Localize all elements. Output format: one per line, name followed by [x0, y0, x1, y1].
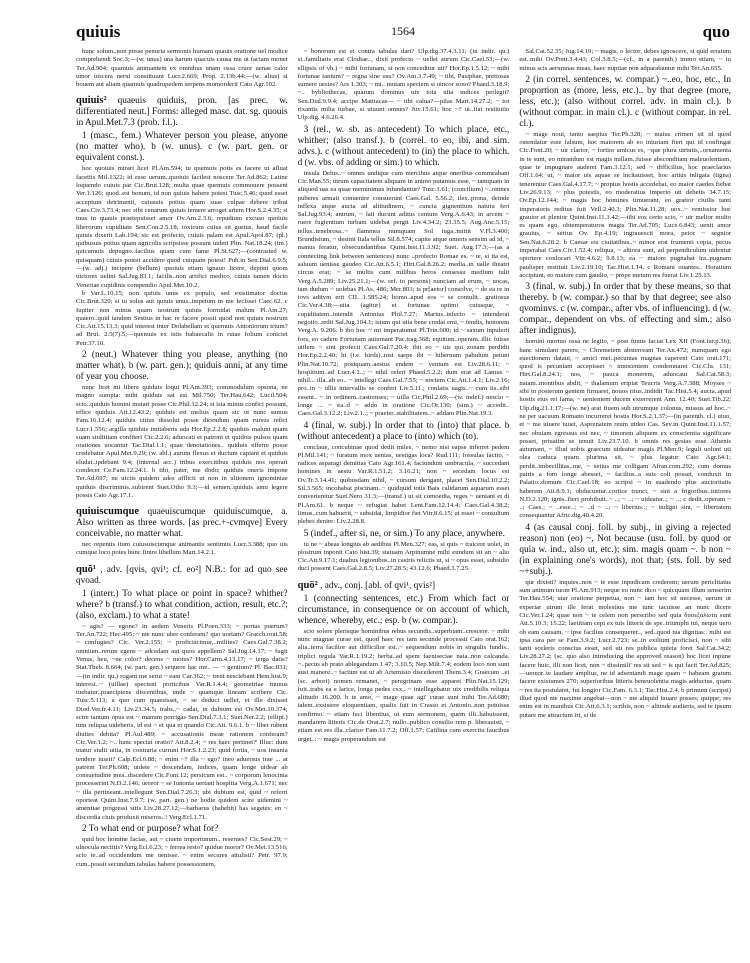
citation-block: tu ne ~ abeas longius ab aedibus Pl.Men.327; eas, si quis ~ traicere uolet, in plostrum inponit Cato hist.39; statuam Arpinumne mihi eundum sit an ~ alio Cic.Att.9.17.1; duabus legionibus..in castris relictis ut, si ~ opus esset, subsidio duci possent Caes.Gal.2.8.5; Liv.27.28.5; 43.12.6; Phaed.3.7.25.	[297, 540, 510, 573]
guide-word-left: quiuis	[76, 22, 121, 41]
dictionary-entry	[76, 506, 288, 540]
citation-block: Sal.Cat.52.35; Jug.14.19; ~ magis, o lector, debes ignoscere, si quid erratum est..mihi Ov.Pont.3.4.43; Col.3.8.5;—(cf., in a parenth.) immo etiam, ~ tu minus scis aerumnas meas, haec nuptiae non adparabantur mihi Ter.An.655.	[519, 48, 732, 72]
entry-spacer	[76, 500, 288, 504]
guide-word-right: quo	[702, 22, 730, 41]
sense-definition: 4 (as causal conj. foll. by subj., in giving a rejected reason) non (eo) ~, Not because (usu. foll. by quod or quia w. ind., also ut, etc.); sim. magis quam ~. b non ~ (in explaining one's words), not that; (sts. foll. by sed ~+subj.).	[519, 522, 732, 577]
entry-headword: quiuis²	[76, 95, 107, 107]
citation-block: ~ agis? — egone? in aedem Veneris Pl.Poen.333; ~ portas puerum? Ter.An.722; Hec.495; ~ me nunc uber conferam? quo uortam? Gracch.orat.58; ~ confugies? Cic. Ver.2.155; ~ proficiscimur,..milites? Caes.Gal.7.38.2; omnium..rerum egens ~ adcedam aut quos appellem? Sal.Jug.14.17; ~ fugit Venus, heu, ~ne color? decens ~ motus? Hor.Carm.4.13.17; ~ terga datis? Stat.Theb. 8.664; (w. part. gen.) sequere hac me.. — ~ gentium? Pl. Bac.831;—(in indir. qu.) rogant me serui ~ eam Car.362; ~ irent nesciebant Hem.hist.9; interest..~ (uillae) spectent porticibus Var.R.1.4.4; geometriae munus tuebatur..praecipiens discentibus, unde ~ quamque lineam scribere Cic. Tusc.5.113; a quo cum quaesisset, ~ se deduci uellet, et ille dixisset Diod.Ver.fr.4.11; Liv.23.34.5; trabs..~ cadat, in dubium est Ov.Met.10.374; scire tantum opus est ~ manum porrigas Sen.Dial.7.3.1; Suet.Ner.2.2; (ellipt.) tum reliqua uideberis, id est ~ et qua et quando Cic.Att. 9.6.1. b ~ libet rubent diuites debita? Pl.Aul.489; ~ accusationis meae rationem conferam? Cic.Ver.1.2; ~.. hanc spectat oratio? Att.8.2.4; ~ res haec pertinet?' Illuc: dum utatur stulti uitia, in contraria currunt Hor.S.1.2.23; quid fortia, ~ uos insania tendere iussit? Calp.Ecl.6.88; ~ enim ~? illa ~ ego? ineo aduersus irae ... at patrem Ter.Ph.608; uidete ~ descendam, iudices, quam longe uidear ab consuetudine mea..discedere Cic.Font.12; persicum est.. ~ corporum lenocinia processerint N.D.2.146; uereor ~ se Iunonia uertant hospitia Verg.A.1.671; nec ~ illa pertineant..intellegunt Sen.Dial.7.26.3; ubi dubium est, quid ~ referri oporteat Quint.Inst.7.9.7; (w. part. gen.) ne hodie quidem scire uidemini ~ amentiae progressi sitis Liv.28.27.12;—barbarus (habebit) has segetes: en ~ discordia ciuis produxit miseros..! Verg.Ecl.1.71.	[76, 622, 288, 821]
entry-definition: , adv. [qvis, qvi¹; cf. eo²] N.B.: for ad quo see qvoad.	[76, 564, 288, 586]
citation-block: nunc licet mi libere quiduis loqui Pl.Am.393; commodulum opsona, ne magno sumpta: mihi quiduis sat est Mil.750; Ter.Hau.642; Lucil.504; scio..quiduis homini mutari posse Cic.Phil.12.24; si ista minus confici possunt, effice quiduis Att.12.43.2; quiduis est melius quam sic ut nunc sumus Fam.16.12.4; quiduis citius dissolui posse dicendum quam rursus refici Lucr.1.556; argilla quiduis imitaberis uda Hor.Ep.2.2.8; quiduis malunt quam suam stultitiam confiteri Cic.2.2.6; aduocati et patroni et quidois pulsos quam orationes uocantur Tac.Dial.1.1; quae denotationes.. quiduis efferre posse credebatur Apul.Met.9.29; (w. abl.) aurum flexus et ductum capiant et quiduis eludat..ipdebant 9.4; (internal acc.) tribus exercitibus quiduis nos operari condecet Ce.Fam.12.24.1. b tibi, pater, me dodo; quiduis oneris impone Ter.Ad.697; ne uictis quidem ades afflicti ut non in ultionem ignominiae quiduis discriminis..subirent Suet.Otho 9.3;—id semen..quiduis anni legere possis Cato Agr.17.1.	[76, 384, 288, 499]
citation-block: hunc solum..non posse penuria sermonis humani quauis oratione uel modice comprehendi Soc.3;—(w. unus) una harum quacuis causa me ut faciam monet Ter.Ad.904; quamuis animantem ex omnibus unam ossa cruor uenae calor umor uiscera nerui constituunt Lucr.2.669; Prop. 2.13b.44;—(w. alius) si bouem aut aliam quamuis quadrupedem serpens momorderit Cato Agr.102.	[76, 48, 288, 89]
column-3	[519, 48, 731, 948]
column-1	[76, 48, 288, 948]
citation-block: insula Delus..~ omnes undique cum mercibus atque oneribus commeabant Cic.Man.55; utrum capacitatem aliquam in animo putamus esse, ~ tamquam in aliquod uas ea quae meminimus infundantur? Tusc.1.61; (concilium) ~..omnes puberes armati conuenire consuerunt Caes.Gal. 5.56.2; ilex..prona, deinde inflexa atque aucta ad altitudinem, ~ cuncta gignentium natura fert Sal.Jug.93.4; antrum, ~ lati ducunt aditus centum Verg.A.6.43; in arcem ~ ruere fugientium turbam uidebat pergit Liv.4.34.2; 23.35.5; Aug.Anc.5.15; tellus..tenebrosa..~ flammea numquam Sol iuga..mittit V.Fl.3.400; Brundisium, ~ desinit Itala tellus Sil.8.574; capite atque umeris sensim ad id, ~ manus feratur, obsecundantibus Quint.Inst.11.3.92; Suet. Aug.17.3;—(as a connecting link between sentences) nunc ..profecto Romae es. ~ te, si ita est, saluum uenisse gaudeo Cic.Att.6.5.1; Hirt.Gal.8.26.2; media..in ualle theatri circus erat; ~ se multis cum milibus heros consessu medium tulit Verg.A.5.289; Liv.25.21.1;—(w. ref. to persons) nunciam ad erum, ~ uocas, iam dudum ~ uolebas Pl.As. 486; Mer.803; is pr[aetor] consolve, ~ de ea re in iovs aditvm erit CIL 1.585.24; homo..apud eos ~ se contulit.. gratiosus Cic.Ver.4.38;—uita (agitur) et fortunae optimi cuiusque, ~ cupiditatem..intendit Antonius Phil.7.27; Marius..infecto ~ intenderat negotio..redit Sal.Jug.104.1; istum qui uita bene credat emi, ~ tendis, honorem Verg.A. 9.206. b ibo huc ~ mi imperatumst Pl.Trin.600; id ~ saxum inpulerit fors, eo cadere Fortunam autumant Pac.trag.368; equitum..operam..illic fuisse utilem ~ sint profecti Caes.Gal.7.20.4; ibit eo ~ uis qui zonam perdidit Hor.Ep.2.2.40; hi (i.e. birds)..nisi saepe ibi ~ hibernum pabulum petunt Plin.Nat.10.72; postquam..aestus endem ~ ventum est Liv.28.6.11; ~ hospitium..ad Lucr.4.1..; ~ nihil refert Phaed.5.2.2; dum erat ad Lamus ~ nihil... illa..ab eo.. ~ intellegi Caes.Gal.7.55; ~ noctem Cic.Att.1.4.1; Liv.2.16; pro..in ~ ullis intervallis se confert Liv.5.11.; conlatis uagis..~ cum iis..sibi essent.. ~ in ordinem..castrenses; ~ uilla Cic.Phil.2.69;—(w. indef.) nescio ~ longe ... ~ ea..d ~ addo in oratione Cic.Or.130; (sim.) ~ accedit.. Caes.Gal.3.12.2; Liv.2.1..; ~ praeter..stabilitatem..~ addam Plin.Nat.19.3.	[297, 169, 510, 418]
entry-spacer	[76, 558, 288, 562]
dictionary-entry	[76, 564, 288, 587]
entry-definition: , adv., conj. [abl. of qvi¹, qvis²]	[320, 580, 436, 591]
sense-definition: 1 (masc., fem.) Whatever person you please, anyone (no matter who). b (w. unus). c (w. part. gen. or equivalent const.).	[76, 131, 288, 164]
citation-block: quid hoc homine facias, aut ~ ciuem importunum.. reserues? Cic.Sest.29; ~ ulnocula nectitis? Verg.Ecl.6.23; ~ ferrea resto? quidue moror? Ov.Met.13.516; scio te..ad occidendum me uenisse. ~ enim secures attulisti? Petr. 97.9; cum..possit secundum tabulas habere possessionem,	[76, 835, 288, 868]
sense-definition: 4 (final, w. subj.) In order that to (into) that place. b (without antecedent) a place to (into) which (to).	[297, 420, 510, 442]
sense-definition: 5 (indef., after si, ne, or sim.) To any place, anywhere.	[303, 528, 505, 539]
entry-headword: quō¹	[76, 563, 97, 575]
citation-block: homini mortuo ossa ne legito, ~ post funus faciat Lex XII (Font.iur.p.36); hanc simulant parere, ~ Chremetem absterreant Ter.An.472; numquam ego euectionem dataui, ~ amici mei..pecunias magnas caperent Cato orat.171; quod is pecuniam accepisset ~ innocentem condemnaret Cic.Clu. 131; Hirt.Gal.8.24.1; nos, ~ pauca monerem, aduocaui Sal.Cat.58.3; natam..montibus abdit, ~ thalamum eripiat Teucris Verg.A.7.388; Moyses ~ sibi in posterum gentem firmaret, nouos ritus..indidit Tac.Hist.5.4; aucta..apud hostis eius rei fama, ~ uenientem ducem exterrerent Ann. 12.40; Suet.Tib.22; Ulp.dig.21.1.17;—(w. ne) arat fiuem sub utrumque colonus, missus ad hoc..~ ne per uacuum Romano incurreret hostis Hor.S.2.1.37;—(in parenth. cl.) uiuo, et ~ me uiuere iuuet, Asprenatem reum uideo Cas. Sev.in Quint.Inst.11.1.57; nec obuiam egressus est nec, ~ timorem aliquem ex conscientia significare posset, priuatim se tenuit Liv.23.7.10. b omnis res gestas esse Athenis autumant, ~ illud uobis graecum uideatur magis Pl.Men.9; leguli uolunt uti olea caduca quam plurima sit, ~ plus legatur Cato Agr.64.1; perdit..imbecillitas..me, ~ setius me colligam Afran.com.292; cum domus patris a foro longe abesset, ~ facilius..a suis coli posset, conduxit in Palatio..domum Cic.Cael.18; eo scripsi ~ in suadendo plus auctoritatis haberem Att.8.9.1; obducuntur..cortice trunci, ~ sint a frigoribus..tutiores N.D.2.120; ignis..fieri prohibuit..~ ..; ~ ..; ~ uideatur..; ~ ..; c dedit..operam ~ ..; Caes.; ~ ..esse..; ~ ..d ~ ..; ~ liberius..; ~ indigni sint, ~ libertatem consequantur Afric.dig.40.4.20.	[519, 338, 732, 520]
sense-definition: 3 (rel., w. sb. as antecedent) To which place, etc., whither; (also transf.). b (correl. to eo, ibi, and sim. advs.). c (without antecedent) to (in) the place to which. d (w. vbs. of adding or sim.) to which.	[297, 124, 510, 168]
citation-block: nec repentis itum cuiusuiscumque animantis sentimus Lucr.3.388; quo uis cumque loco potes hunc finire libellum Mart.14.2.1.	[76, 541, 288, 557]
sense-definition: 2 To what end or purpose? what for?	[82, 823, 219, 834]
citation-block: b Var.L.10.15; non quiuis unus ex populo, sed existimator doctus Cic.Brut.320; si tu solus aut quiuis unus..impetum in me fecisset Caec.62. c Iupiter non minus quam uostrum quiuis formidat malum Pl.Am.27; quaero..quid tandem Sestius in hac re facere possit quod non quiuis nostrum Cic.Att.15.13.3; quid interest inter Dolabellam et quemuis Antoniorum trium? ad Brut. 2.5(7).5;—quemuis ex istis babaecalis in rutae folium coniciet Petr.37.10.	[76, 289, 288, 347]
entry-spacer	[76, 89, 288, 93]
entry-definition: quaeuiscumque quiduiscumque, a. Also written as three words. [as prec.+-cvmqve] Every conceivable, no matter what.	[76, 507, 288, 540]
dictionary-columns	[76, 48, 731, 948]
entry-headword: quiuiscumque	[76, 506, 140, 518]
citation-block: hoc quoiuis mirari licet Pl.Am.594; tu quemuis potis es facere ut afluat facetiis Mil.1322; id esse uerum..quoiuis facilest noscere Ter.Ad.862; Latine loquendo cuiuis par Cic.Brut.128; multa quae quemuis commouere possent Ver.1.126; quod..est bonum, id non quiuis habere potest Tusc.5.46; quod esset acceptum detrimenti, cuiusuis potius quam suae culpae debere tribui Caes.Civ.3.73.4; nec sibi cenarum quiuis temere arroget artem Hor.S.2.4.35; si tuus in quauis praetepuisset amor Ov.Am.2.3.6; repudium excuso quoiuis liberorum cupiditate Sen.Con.2.5.18; toxicum cuius sit gustus, haud facile quiuis dixerit Lab.194; sic est profecto, cuiuis palam est Apul.Apol.87; (pl.) quibusuis potius quam agricolis scripsisse possunt uideri Plin. Nat.18.24; (tm.) quicumuis depugno..facilius quam cum fame Pl.St.627;—(contrasted w. quisquam) cuiuis potest accidere quod cuiquam potest! Pub.in Sen.Dial.6.9.5;—(w. adj.) incipere (bellum) quoiuis etiam ignauo licere, deponi quom uictores uelint Sal.Jug.83.1; facilis..non artifici medico, cuiuis tamen docto Veneriae cupidinis compendio Apul.Met.10.2.	[76, 165, 288, 289]
citation-block: ~ mage noui, tanto saepius Ter.Ph.328; ~ maius crimen sit id quod ostendatur esse falsum, hoc maiorem ab eo iniuriam fieri qui id confingat Cic.Font.20; ~ uir clarior, ~ fortior amicus es, ~que plura uirtutis,..ornamenta in te sunt, eo mirandum est magis nullam..fuisse absconditam maleuolentiam, quae te impugnare auderet Fam.3.12.1; sed ~ difficilius, hoc praeclarius Off.1.64; ut, ~ maior uis aquae se incitauisset, hoc artius inligata (tigna) tenerentur Caes.Gal.4.17.7; ~ propius hostis accedebat, eo maior caedes fiebat Liv.26.9.13; ~ plus potestis, eo moderatius imperio uti debetis 34.7.15; Ov.Ep.12.144; ~ magis hoc homines timuerant, eo gratior ciuilis tanti imperatoris reditus fuit Vell.2.40.3; Plin.Nat.11.28; uox..~ remissior hoc grauior et plenior Quint.Inst.11.3.42;—tibi eos certo scio, ~ uir melior multo es quam ego, obtemperaturos magis Ter.Ad.705; Luce.6.843; uenit amor grauius, ~ serius Ov. Ep.4.19; ingrauescit mora, peior ~ segnior Sen.Nat.6.28.2. b Caesar eis ciuitatibus..~ minor erat frumenti copia, pecus imperabat Caes.Civ.1.52.4; reliqua, ~ altiora sunt, ad perpendiculum uidentur oportere conlocari Vitr.4.6.2; 9.8.13; ea ~ maiore pugnabat ira..pugnam paulisper restituit Liv.2.19.10; Tac.Hist.1.14. c Romani ouantes.. Horatium accipiunt, eo maiore cum gaudio, ~ prope metum res fuerat Liv.1.25.13.	[519, 130, 732, 279]
sense-definition: 2 (neut.) Whatever thing you please, anything (no matter what). b (w. part. gen.); quiduis anni, at any time of year you choose.	[76, 350, 288, 383]
running-head	[76, 22, 730, 46]
sense-definition: 3 (final, w. subj.) In order that by these means, so that thereby. b (w. compar.) so that by that degree; see also qvominvs. c (w. compar., after vbs. of influencing). d (w. compar., dependent on vbs. of effecting and sim.; also after indignus).	[519, 282, 732, 337]
column-2	[298, 48, 510, 948]
citation-block: scio solere plerisque hominibus rebus secundis..superbiam..crescere. ~ mihi nunc magnae curae est, quod haec res tam secunde processit Cato orat.162; alia..terra facilior aut difficilior est..~ sequendum nobis in singulis fundis.. triplici regula Var.R.1.19.2; herba..ad spem faeniseciae nata..non calcanda. ~..pecus ab prato ablegandum 1.47; 3.10.5; Nep.Milt.7.4; eodem loco non sunt ausi manere..~ factum est ut ab Artemisio discederent Them.3.4; Graecum ..ei (sc. arbori) nomen remanet, ~ peregrinam esse apparet Plin.Nat.15.129; fuit..trabs ea e larice, longa pedes cxx.. ~ intellegebatur uix credibilis reliqua altitudo 16.200. b te amo, ~ mage quae agi' curae sunt mihi Ter.Ad.680; talem..exsistere eloquentiam, qualis fuit in Crasso et Antonio..non potuisse confirmo. ~ etiam feci libentius, ut eum sermonem, quem illi..habuissent, mandarem litteris Cic.de Orat.2.7; nullo..publico consilio rem p. liberauisti, ~ etiam est res illa..clarior Fam.11.7.2; Off.1.57; Catilina cum exercitu faucibus urget..: ~ magis properandum est	[297, 627, 510, 743]
citation-block: qur dixisti? inquies..non ~ te esse inpudicam crederem; uerum periclitatus sum animum tuom Pl.Am.913; neque eo nunc dico ~ quicquam illum senserim Ter.Hau.554; utar oratione perpetua, non ~ iam hoc sit necesse, uerum ut experiar utrum ille ferat molestius me tunc tacuisse an nunc dicere Cic.Ver.1.24; quae non ~ te celem non perscribo sed quia δυσεξάλωτα sunt Att.5.10.3; 15.22; laetitiam cepi ex tuis litteris de spe..triumphi tui, neque uero ob eam causam, ~ ipse facilius consequerer.., sed..quod tua dignitas.. mihi est ipsa cara per se Fam.3.9.2; Lucr.2.723; se..in exilium proficisci, non ~ sibi tanti sceleris conscius esset, sed uti res publica quieta foret Sal.Cat.34.2; Liv.28.27.2; (sc. quo also introducing the approved reason) hoc licet inpune facere huic, illi non licet, non ~ dissimili' res sit sed ~ is qui facit Ter.Ad.825;—uereor..te laudare amplius, ne id adsentandi mage quam ~ habeam gratum facere existumes 270; superioribus litteris beneuolentia magis adductus, quam ~ res ita postularet, fui longior Cic.Fam. 6.3.1; Tac.Hist.2.4. b primum (scripsi) illud quod me maxime angebat—non ~ me aliquid iuuare posses; quippe; res enim est in manibus Cic.Att.6.3.1; scribis, non ~ aliunde audieris, sed te ipsum putare me attractum iri, si de	[519, 578, 732, 719]
entry-definition: quaeuis quiduis, pron. [as prec. w. differentiated neut.] Forms: alleged masc. dat. sg. quouis in Apul.Met.7.3 (prob. f.l.).	[76, 96, 288, 129]
sense-definition: 1 (connecting sentences, etc.) From which fact or circumstance, in consequence or on account of which, whence, whereby, etc.; esp. b (w. compar.).	[297, 593, 510, 626]
dictionary-entry	[298, 580, 510, 592]
sense-definition: 1 (interr.) To what place or point in space? whither? where? b (transf.) to what condition, action, result, etc.?; (also, exclam.) to what a state!	[76, 588, 288, 621]
dictionary-entry	[76, 95, 288, 129]
citation-block: ~ bonorum est ei contra tabulas dari? Ulp.dig.37.4.3.11; (in indir. qu.) si..familiaris erat Clodiae.., dixit profecto ~ uellet aurum Cic.Cael.53;—(w. ellipsis of vb.) ~ mihi fortunam, si non conceditur uti? Hor.Ep.1.5.12; ~ mihi fortunae tantum? ~ regna sine usu? Ov.Am.3.7.49; ~ tibi, Pasiphae, pretiosas sumere uestes? Ars 1.303; ~ mi.. mutam speciem si uincor sono? Phaed.3.18.9; ~.. bybliothecas, quarum dominus uix tota uita indices perlegit? Sen.Dial.9.9.4; accipe Mattiacas— ~ tibi calua?—pilas Mart.14.27.2; ~ tot rixantis milia turbae, si uiuunt omnes? Juv.15.61; hoc ~? ut..fiat restitutio Ulp.dig. 4.6.26.4.	[297, 48, 510, 122]
entry-headword: quō²	[297, 579, 318, 591]
page-number: 1564	[391, 24, 415, 38]
sense-definition: 2 (in correl. sentences, w. compar.) ~..eo, hoc, etc., In proportion as (more, less, etc.).. by that degree (more, less, etc.); (also without correl. adv. in main cl.). b (without compar. in main cl.). c (without compar. in rel. cl.).	[519, 74, 732, 129]
entry-spacer	[298, 574, 510, 578]
citation-block: conclaue, concubinae quod dedit miles, ~ nemo nisi eapse inferret pedem Pl.Mil.141; ~ furatum mox uenias, uestigas loca? Rud.111; fossulas facito, ~ radices asparagi demittas Cato Agr.161.4; faciundum umbracula, ~ succedant homines in aestu Var.R.1.51.2; 3.16.21; non ~ secedam locus est Ov.Tr.3.14.41; quibusdam nihil, ~ cursum derigant, placet Sen.Dial.10.2.2; Sil.3.565; incohabat piscinam..~ quidquid totis Bais calidarum aquarum esset converteretur Suet.Nero 31.3;—(transf.) ut sit comoedia, reges ~ ueniant et di Pl.Am.61. b neque ~ refugiat habet Lent.Fam.12.14.4; Caes.Gal.4.38.2; limus..cum habuerit, ~ subsidat, limpidior fiet Vitr.8.6.15; ut esset ~ consultum plebes denire: Liv.2.28.8.	[297, 443, 510, 526]
